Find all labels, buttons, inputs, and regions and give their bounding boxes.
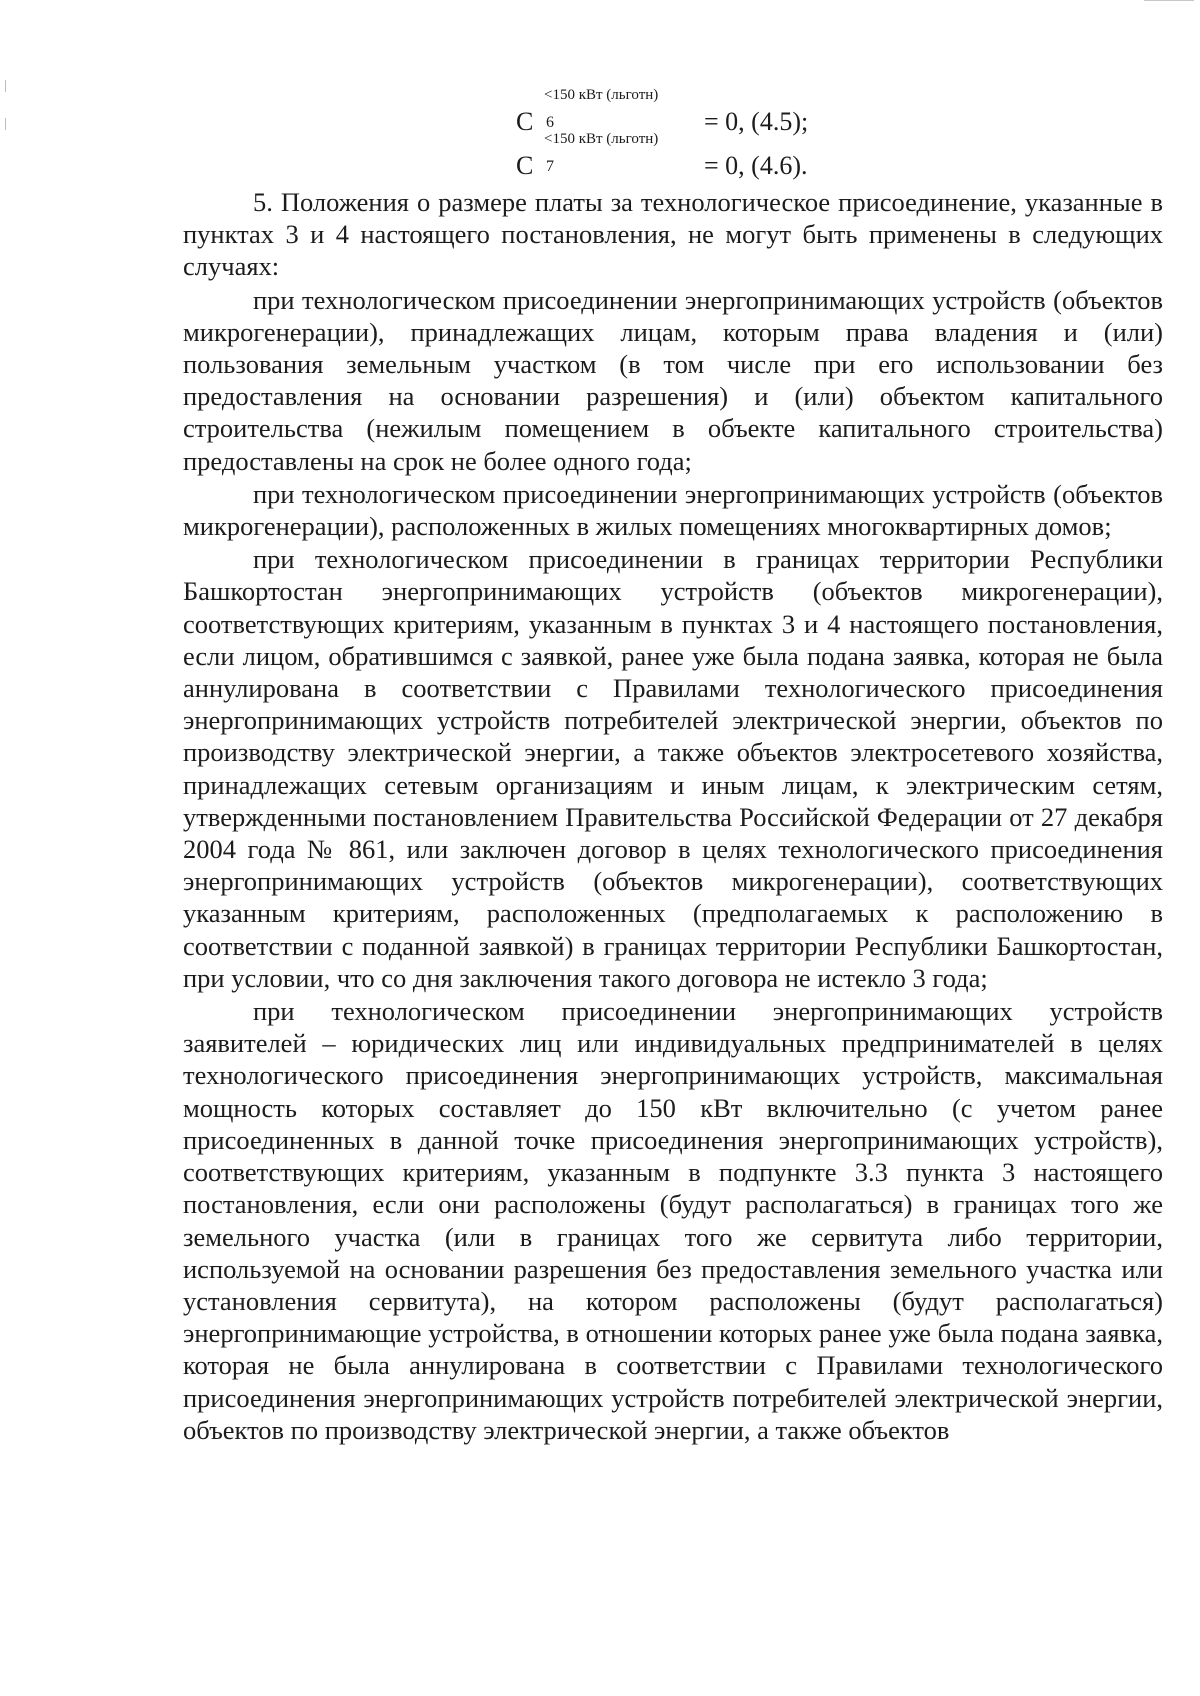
paragraph-case-lease: при технологическом присоединении энергопринимающих устройств (объектов микрогенерации), принадлежащих лицам, которым права владения и (или) пользования земельным участком (в том числе при его использовании без предоставления на основании разрешения) и (или) объектом капитального строительства (нежилым помещением в объекте капитального строительства) предоставлены на срок не более одного года; (183, 284, 1163, 476)
formula-4-6 (516, 131, 1200, 188)
formula-rhs: = 0, (4.6). (704, 151, 808, 180)
paragraph-case-residential: при технологическом присоединении энергопринимающих устройств (объектов микрогенерации), расположенных в жилых помещениях многоквартирных домов; (183, 478, 1163, 542)
paragraph-5: 5. Положения о размере платы за технологическое присоединение, указанные в пунктах 3 и 4 настоящего постановления, не могут быть применены в следующих случаях: (183, 187, 1163, 282)
paragraph-case-prior-application: при технологическом присоединении в границах территории Республики Башкортостан энергопринимающих устройств (объектов микрогенерации), соответствующих критериям, указанным в пунктах 3 и 4 настоящего постановления, если лицом, обратившимся с заявкой, ранее уже была подана заявка, которая не была аннулирована в соответствии с Правилами технологического присоединения энергопринимающих устройств потребителей электрической энергии, объектов по производству электрической энергии, а также объектов электросетевого хозяйства, принадлежащих сетевым организациям и иным лицам, к электрическим сетям, утвержденными постановлением Правительства Российской Федерации от 27 декабря 2004 года № 861, или заключен договор в целях технологического присоединения энергопринимающих устройств (объектов микрогенерации), соответствующих указанным критериям, расположенных (предполагаемых к расположению в соответствии с поданной заявкой) в границах территории Республики Башкортостан, при условии, что со дня заключения такого договора не истекло 3 года; (183, 544, 1163, 993)
body-text (183, 186, 1163, 1446)
formula-rhs: = 0, (4.5); (704, 107, 809, 136)
scan-corner-mark (1144, 0, 1194, 5)
formula-subscript: 6 (546, 114, 554, 131)
paragraph-case-legal-entities: при технологическом присоединении энергопринимающих устройств заявителей – юридических лиц или индивидуальных предпринимателей в целях технологического присоединения энергопринимающих устройств, максимальная мощность которых составляет до 150 кВт включительно (с учетом ранее присоединенных в данной точке присоединения энергопринимающих устройств), соответствующих критериям, указанным в подпункте 3.3 пункта 3 настоящего постановления, если они расположены (будут располагаться) в границах того же земельного участка (или в границах того же сервитута либо территории, используемой на основании разрешения без предоставления земельного участка или установления сервитута), на котором расположены (будут располагаться) энергопринимающие устройства, в отношении которых ранее уже была подана заявка, которая не была аннулирована в соответствии с Правилами технологического присоединения энергопринимающих устройств потребителей электрической энергии, объектов по производству электрической энергии, а также объектов (183, 996, 1163, 1445)
formula-superscript: <150 кВт (льготн) (544, 87, 659, 103)
scan-margin-mark (5, 80, 6, 92)
formula-subscript: 7 (546, 158, 554, 175)
formula-superscript: <150 кВт (льготн) (544, 131, 659, 147)
formula-symbol: С (516, 151, 534, 180)
formula-symbol: С (516, 107, 534, 136)
formula-block (0, 87, 1200, 188)
